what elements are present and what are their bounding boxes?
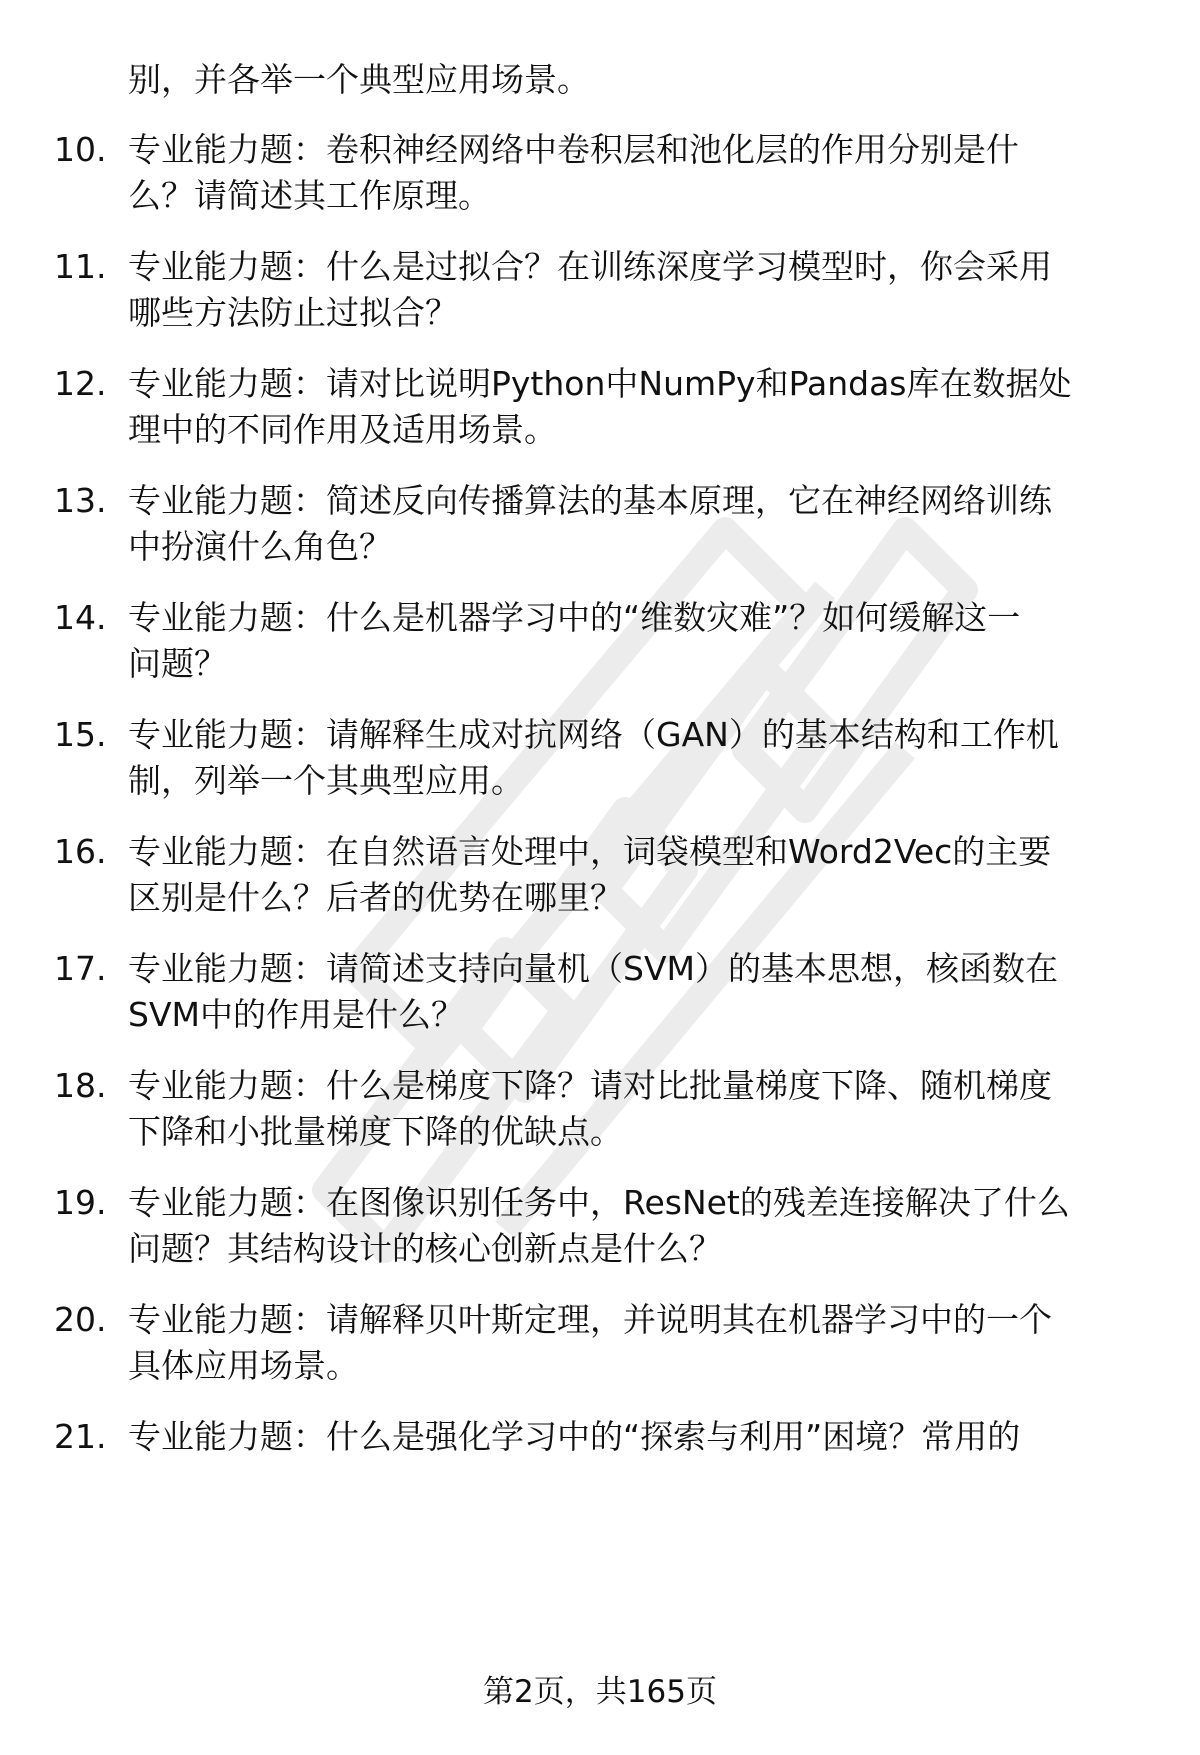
question-text-line: 别，并各举一个典型应用场景。 (128, 60, 590, 99)
question-number: 17. (54, 949, 107, 988)
question-text-line: 理中的不同作用及适用场景。 (128, 410, 557, 449)
question-text-line: SVM中的作用是什么？ (128, 995, 464, 1034)
question-number: 10. (54, 130, 107, 169)
question-text-line: 制，列举一个其典型应用。 (128, 761, 524, 800)
question-text-line: 专业能力题：什么是过拟合？在训练深度学习模型时，你会采用 (128, 247, 1052, 286)
question-number: 20. (54, 1300, 107, 1339)
question-number: 19. (54, 1183, 107, 1222)
question-text-line: 专业能力题：在自然语言处理中，词袋模型和Word2Vec的主要 (128, 832, 1052, 871)
question-text-line: 专业能力题：什么是强化学习中的“探索与利用”困境？常用的 (128, 1417, 1021, 1456)
question-text-line: 中扮演什么角色？ (128, 527, 392, 566)
question-number: 12. (54, 364, 107, 403)
question-number: 16. (54, 832, 107, 871)
question-number: 11. (54, 247, 107, 286)
question-text-line: 区别是什么？后者的优势在哪里？ (128, 878, 623, 917)
question-text-line: 哪些方法防止过拟合？ (128, 293, 458, 332)
question-number: 21. (54, 1417, 107, 1456)
question-text-line: 专业能力题：卷积神经网络中卷积层和池化层的作用分别是什 (128, 130, 1019, 169)
question-text-line: 专业能力题：请解释贝叶斯定理，并说明其在机器学习中的一个 (128, 1300, 1052, 1339)
question-text-line: 专业能力题：简述反向传播算法的基本原理，它在神经网络训练 (128, 481, 1052, 520)
question-number: 13. (54, 481, 107, 520)
question-text-line: 专业能力题：请对比说明Python中NumPy和Pandas库在数据处 (128, 364, 1072, 403)
question-text-line: 么？请简述其工作原理。 (128, 176, 491, 215)
question-number: 15. (54, 715, 107, 754)
question-text-line: 具体应用场景。 (128, 1346, 359, 1385)
question-text-line: 下降和小批量梯度下降的优缺点。 (128, 1112, 623, 1151)
question-text-line: 专业能力题：请简述支持向量机（SVM）的基本思想，核函数在 (128, 949, 1058, 988)
page-footer: 第2页，共165页 (483, 1674, 717, 1710)
question-text-line: 问题？其结构设计的核心创新点是什么？ (128, 1229, 722, 1268)
question-number: 18. (54, 1066, 107, 1105)
question-text-line: 专业能力题：什么是梯度下降？请对比批量梯度下降、随机梯度 (128, 1066, 1052, 1105)
question-text-line: 专业能力题：什么是机器学习中的“维数灾难”？如何缓解这一 (128, 598, 1021, 637)
question-text-line: 专业能力题：请解释生成对抗网络（GAN）的基本结构和工作机 (128, 715, 1059, 754)
question-text-line: 专业能力题：在图像识别任务中，ResNet的残差连接解决了什么 (128, 1183, 1070, 1222)
question-number: 14. (54, 598, 107, 637)
question-text-line: 问题？ (128, 644, 227, 683)
